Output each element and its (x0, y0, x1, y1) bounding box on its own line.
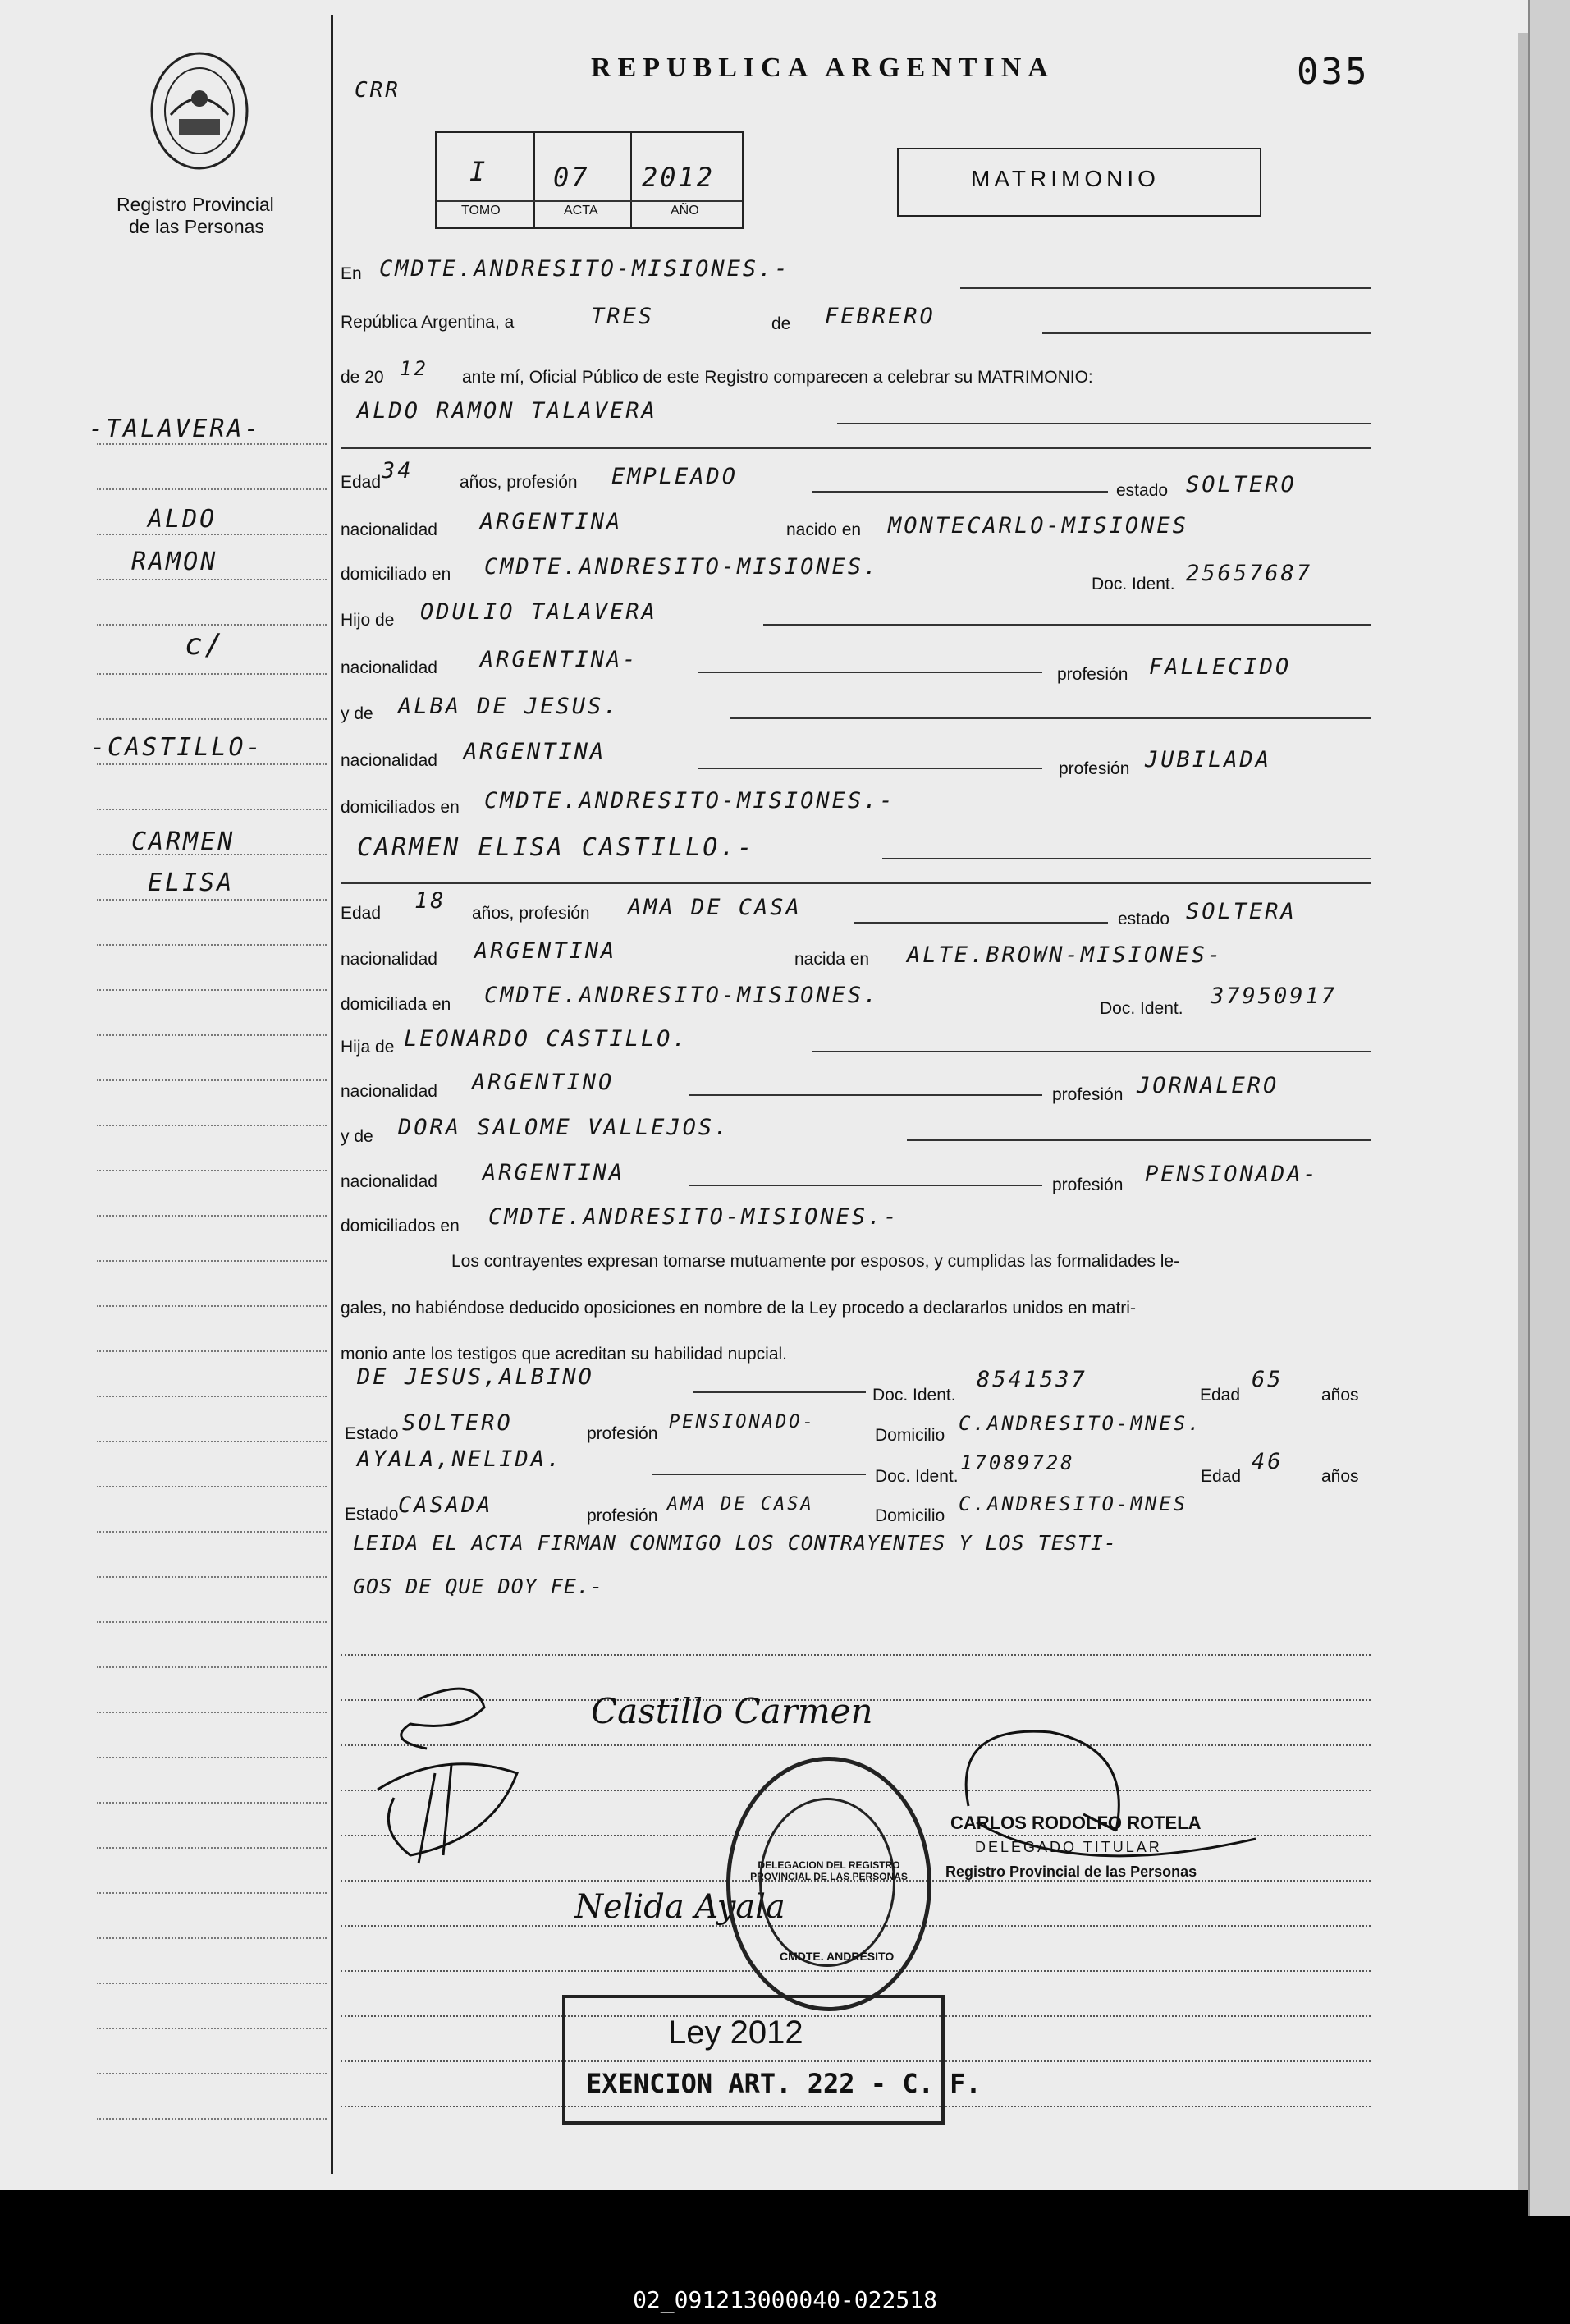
law-stamp (562, 1995, 982, 2125)
witness2-dom-label: Domicilio (875, 1506, 945, 1525)
tomo-label: TOMO (461, 204, 501, 218)
bride-birthplace: ALTE.BROWN-MISIONES- (907, 942, 1224, 968)
anio-value: 2012 (642, 162, 716, 193)
witness2-profession: AMA DE CASA (667, 1494, 814, 1515)
margin-note-bride-first: CARMEN (131, 827, 236, 856)
margin-line (331, 15, 333, 2174)
witness1-age: 65 (1252, 1367, 1284, 1392)
de-label: de (771, 314, 791, 333)
witness1-name: DE JESUS,ALBINO (357, 1364, 594, 1390)
groom-birthplace: MONTECARLO-MISIONES (888, 513, 1188, 539)
witness2-address: C.ANDRESITO-MNES (959, 1492, 1188, 1515)
margin-note-conj: c/ (185, 628, 226, 662)
bride-father-nac-label: nacionalidad (341, 1082, 437, 1101)
acta-label: ACTA (564, 204, 598, 218)
doc-type-box (897, 148, 1261, 217)
bride-doc-label: Doc. Ident. (1100, 999, 1183, 1018)
groom-signature (361, 1675, 542, 1880)
witness1-status: SOLTERO (402, 1410, 513, 1436)
footer-code: 02_091213000040-022518 (633, 2286, 937, 2313)
bride-mother: DORA SALOME VALLEJOS. (398, 1115, 730, 1140)
corner-code: CRR (355, 78, 401, 103)
witness1-profession: PENSIONADO- (669, 1412, 816, 1432)
closing-line2: GOS DE QUE DOY FE.- (353, 1575, 603, 1598)
groom-profession: EMPLEADO (611, 464, 739, 489)
bride-dom-label: domiciliada en (341, 995, 451, 1014)
witness1-estado-label: Estado (345, 1424, 399, 1443)
witness1-prof-label: profesión (587, 1424, 658, 1443)
bride-mother-nac-label: nacionalidad (341, 1172, 437, 1191)
country-heading: REPUBLICA ARGENTINA (591, 53, 1055, 83)
doc-type: MATRIMONIO (971, 166, 1160, 191)
acta-value: 07 (553, 162, 590, 193)
witness2-status: CASADA (398, 1492, 493, 1518)
bride-nac-label: nacionalidad (341, 950, 437, 969)
bride-parents-address: CMDTE.ANDRESITO-MISIONES.- (488, 1204, 899, 1230)
witness-signature: Nelida Ayala (574, 1888, 785, 1926)
groom-father-profession: FALLECIDO (1149, 654, 1292, 680)
official-signature (952, 1716, 1264, 1888)
registry-stamp (726, 1757, 931, 2011)
bride-profesion-label: años, profesión (472, 904, 590, 923)
witness1-anios-label: años (1321, 1386, 1359, 1405)
sheet-edge (1518, 33, 1528, 2190)
groom-mother-nac-label: nacionalidad (341, 751, 437, 770)
bride-mother-profession: PENSIONADA- (1145, 1162, 1319, 1187)
official-title: DELEGADO TITULAR (975, 1839, 1162, 1855)
bride-address: CMDTE.ANDRESITO-MISIONES. (484, 983, 880, 1008)
law-stamp-line2: EXENCION ART. 222 - C. F. (586, 2068, 982, 2099)
page-number: 035 (1297, 51, 1370, 93)
bride-nationality: ARGENTINA (474, 938, 617, 964)
groom-nac-label: nacionalidad (341, 520, 437, 539)
bride-doc: 37950917 (1211, 983, 1338, 1009)
province-seal-icon (146, 49, 253, 172)
groom-edad-label: Edad (341, 473, 382, 492)
groom-profesion-label: años, profesión (460, 473, 578, 492)
marriage-place: CMDTE.ANDRESITO-MISIONES.- (379, 256, 790, 282)
anio-label: AÑO (671, 204, 699, 218)
stamp-text: DELEGACION DEL REGISTRO PROVINCIAL DE LAS PERSONAS (750, 1859, 908, 1882)
groom-parents-dom-label: domiciliados en (341, 798, 460, 817)
bride-profession: AMA DE CASA (628, 895, 802, 920)
witness2-anios-label: años (1321, 1467, 1359, 1486)
witness2-prof-label: profesión (587, 1506, 658, 1525)
bride-age: 18 (414, 888, 446, 914)
record-box (435, 131, 744, 229)
witness2-estado-label: Estado (345, 1505, 399, 1524)
bride-status: SOLTERA (1186, 899, 1297, 924)
groom-hijo-label: Hijo de (341, 611, 395, 630)
groom-nationality: ARGENTINA (480, 509, 623, 534)
groom-dom-label: domiciliado en (341, 565, 451, 584)
margin-note-bride-second: ELISA (148, 869, 235, 897)
bride-parents-dom-label: domiciliados en (341, 1217, 460, 1235)
official-office: Registro Provincial de las Personas (945, 1863, 1197, 1880)
bride-mother-nationality: ARGENTINA (483, 1160, 625, 1185)
witness1-doc-label: Doc. Ident. (872, 1386, 956, 1405)
law-stamp-line1: Ley 2012 (668, 2015, 803, 2051)
year-prefix: de 20 (341, 368, 384, 387)
page-edge (1528, 0, 1570, 2216)
declaration-line1: Los contrayentes expresan tomarse mutuamente por esposos, y cumplidas las formalidades le- (451, 1252, 1180, 1271)
groom-parents-address: CMDTE.ANDRESITO-MISIONES.- (484, 788, 895, 814)
tomo-value: I (469, 156, 488, 187)
groom-status: SOLTERO (1186, 472, 1297, 497)
registry-name-line2: de las Personas (129, 216, 264, 237)
bride-nacida-label: nacida en (794, 950, 870, 969)
en-label: En (341, 264, 362, 283)
bride-hija-label: Hija de (341, 1038, 395, 1057)
groom-father-nac-label: nacionalidad (341, 658, 437, 677)
groom-mother: ALBA DE JESUS. (398, 694, 620, 719)
groom-doc-label: Doc. Ident. (1092, 575, 1175, 594)
witness1-address: C.ANDRESITO-MNES. (959, 1412, 1202, 1435)
witness2-edad-label: Edad (1201, 1467, 1242, 1486)
groom-mother-profession: JUBILADA (1145, 747, 1272, 772)
witness1-doc: 8541537 (977, 1367, 1087, 1392)
bride-signature: Castillo Carmen (591, 1691, 873, 1731)
witness2-age: 46 (1252, 1449, 1284, 1474)
official-name: CARLOS RODOLFO ROTELA (950, 1813, 1202, 1833)
witness1-edad-label: Edad (1200, 1386, 1241, 1405)
groom-estado-label: estado (1116, 481, 1169, 500)
registry-name-line1: Registro Provincial (117, 194, 274, 215)
marriage-day: TRES (591, 304, 655, 329)
groom-father-nationality: ARGENTINA- (480, 647, 639, 672)
year-suffix: 12 (400, 357, 428, 380)
declaration-line3: monio ante los testigos que acreditan su habilidad nupcial. (341, 1345, 788, 1364)
bride-edad-label: Edad (341, 904, 382, 923)
groom-yde-label: y de (341, 704, 373, 723)
intro-clause: ante mí, Oficial Público de este Registro comparecen a celebrar su MATRIMONIO: (462, 368, 1093, 387)
bride-father: LEONARDO CASTILLO. (404, 1026, 689, 1052)
declaration-line2: gales, no habiéndose deducido oposiciones en nombre de la Ley procedo a declararlos unidos en matri- (341, 1299, 1136, 1318)
groom-doc: 25657687 (1186, 561, 1313, 586)
groom-mother-nationality: ARGENTINA (464, 739, 606, 764)
groom-name: ALDO RAMON TALAVERA (357, 398, 657, 424)
margin-note-second: RAMON (131, 548, 218, 576)
groom-father-prof-label: profesión (1057, 665, 1128, 684)
bride-father-prof-label: profesión (1052, 1085, 1124, 1104)
stamp-city: CMDTE. ANDRESITO (780, 1950, 895, 1963)
groom-mother-prof-label: profesión (1059, 759, 1130, 778)
bride-father-nationality: ARGENTINO (472, 1070, 615, 1095)
witness2-doc: 17089728 (960, 1451, 1075, 1474)
groom-nacido-label: nacido en (786, 520, 862, 539)
marriage-month: FEBRERO (825, 304, 936, 329)
bride-father-profession: JORNALERO (1137, 1073, 1279, 1098)
witness1-dom-label: Domicilio (875, 1426, 945, 1445)
groom-father: ODULIO TALAVERA (420, 599, 657, 625)
closing-line1: LEIDA EL ACTA FIRMAN CONMIGO LOS CONTRAYENTES Y LOS TESTI- (353, 1531, 1117, 1555)
groom-age: 34 (382, 458, 414, 484)
bride-name: CARMEN ELISA CASTILLO.- (357, 833, 755, 862)
bride-yde-label: y de (341, 1127, 373, 1146)
witness2-name: AYALA,NELIDA. (357, 1446, 563, 1472)
republic-label: República Argentina, a (341, 313, 515, 332)
groom-address: CMDTE.ANDRESITO-MISIONES. (484, 554, 880, 580)
margin-note-bride-surname: -CASTILLO- (90, 733, 263, 762)
bride-estado-label: estado (1118, 910, 1170, 928)
margin-note-first: ALDO (148, 505, 217, 534)
witness2-doc-label: Doc. Ident. (875, 1467, 959, 1486)
margin-note-surname: -TALAVERA- (89, 415, 262, 443)
bride-mother-prof-label: profesión (1052, 1176, 1124, 1194)
